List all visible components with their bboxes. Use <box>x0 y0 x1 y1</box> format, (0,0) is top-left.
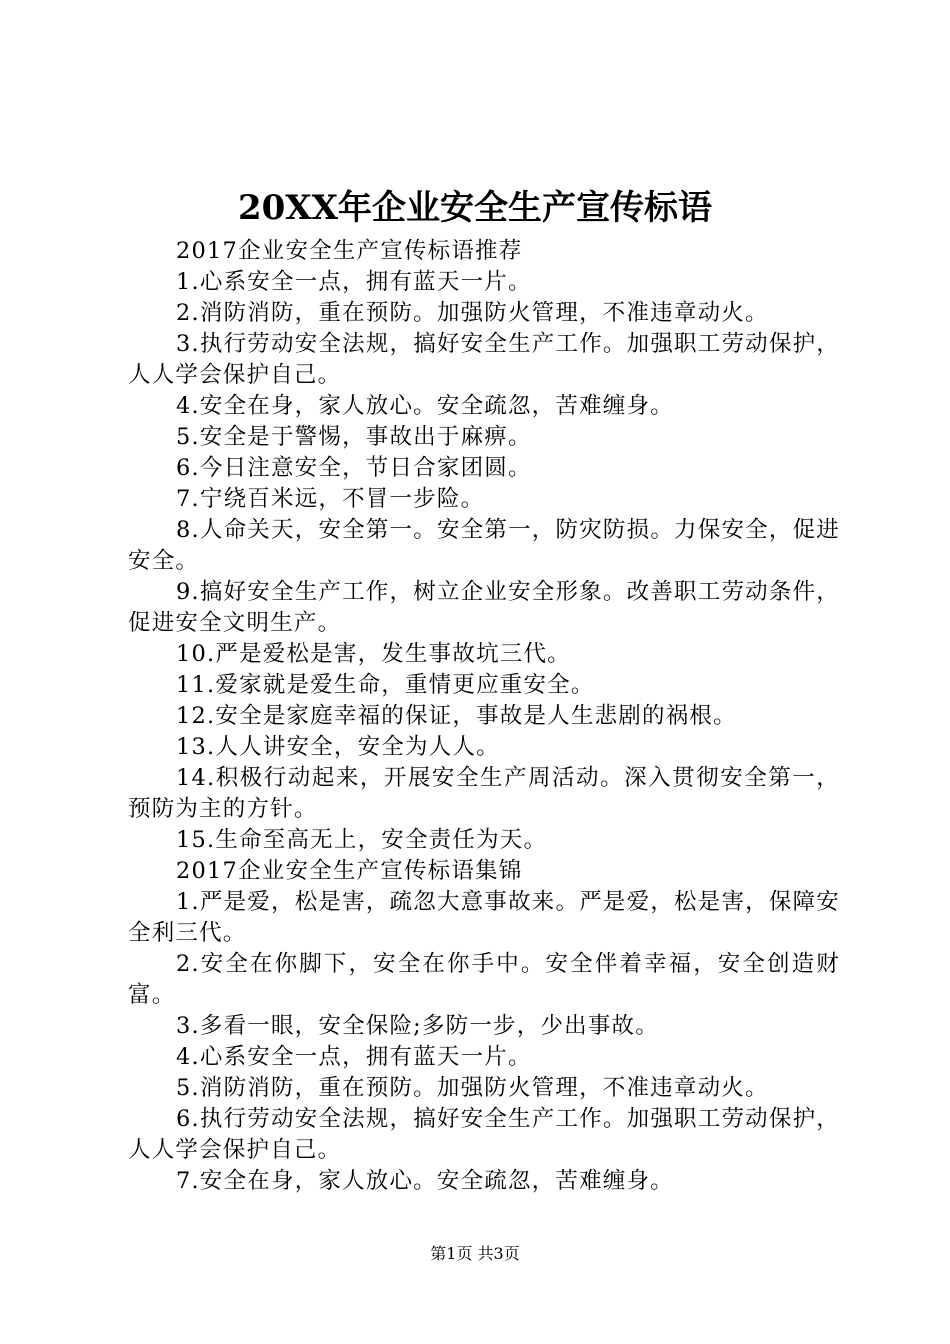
slogan-item: 6.今日注意安全，节日合家团圆。 <box>176 455 532 481</box>
document-body <box>128 236 840 1197</box>
slogan-item: 12.安全是家庭幸福的保证，事故是人生悲剧的祸根。 <box>176 703 737 729</box>
slogan-item: 3.执行劳动安全法规，搞好安全生产工作。加强职工劳动保护，人人学会保护自己。 <box>128 331 840 388</box>
slogan-item: 8.人命关天，安全第一。安全第一，防灾防损。力保安全，促进安全。 <box>128 517 840 574</box>
slogan-item: 2.消防消防，重在预防。加强防火管理，不准违章动火。 <box>176 300 769 326</box>
slogan-item: 10.严是爱松是害，发生事故坑三代。 <box>176 641 571 667</box>
slogan-item: 5.消防消防，重在预防。加强防火管理，不准违章动火。 <box>176 1075 769 1101</box>
slogan-item: 3.多看一眼，安全保险;多防一步，少出事故。 <box>176 1013 659 1039</box>
slogan-item: 2.安全在你脚下，安全在你手中。安全伴着幸福，安全创造财富。 <box>128 951 840 1008</box>
document-title: 20XX年企业安全生产宣传标语 <box>237 188 713 228</box>
slogan-item: 13.人人讲安全，安全为人人。 <box>176 734 500 760</box>
slogan-item: 15.生命至高无上，安全责任为天。 <box>176 827 548 853</box>
section-heading: 2017企业安全生产宣传标语集锦 <box>176 858 523 884</box>
slogan-item: 14.积极行动起来，开展安全生产周活动。深入贯彻安全第一，预防为主的方针。 <box>128 765 840 822</box>
slogan-item: 4.心系安全一点，拥有蓝天一片。 <box>176 1044 532 1070</box>
slogan-item: 4.安全在身，家人放心。安全疏忽，苦难缠身。 <box>176 393 674 419</box>
page-number: 第1页 共3页 <box>430 1244 520 1263</box>
slogan-item: 6.执行劳动安全法规，搞好安全生产工作。加强职工劳动保护，人人学会保护自己。 <box>128 1106 840 1163</box>
slogan-item: 11.爱家就是爱生命，重情更应重安全。 <box>176 672 595 698</box>
slogan-item: 5.安全是于警惕，事故出于麻痹。 <box>176 424 532 450</box>
slogan-item: 1.心系安全一点，拥有蓝天一片。 <box>176 269 532 295</box>
slogan-item: 7.宁绕百米远，不冒一步险。 <box>176 486 485 512</box>
slogan-item: 1.严是爱，松是害，疏忽大意事故来。严是爱，松是害，保障安全利三代。 <box>128 889 840 946</box>
page-footer <box>0 1243 950 1265</box>
slogan-item: 9.搞好安全生产工作，树立企业安全形象。改善职工劳动条件，促进安全文明生产。 <box>128 579 840 636</box>
section-heading: 2017企业安全生产宣传标语推荐 <box>176 238 523 264</box>
slogan-item: 7.安全在身，家人放心。安全疏忽，苦难缠身。 <box>176 1168 674 1194</box>
